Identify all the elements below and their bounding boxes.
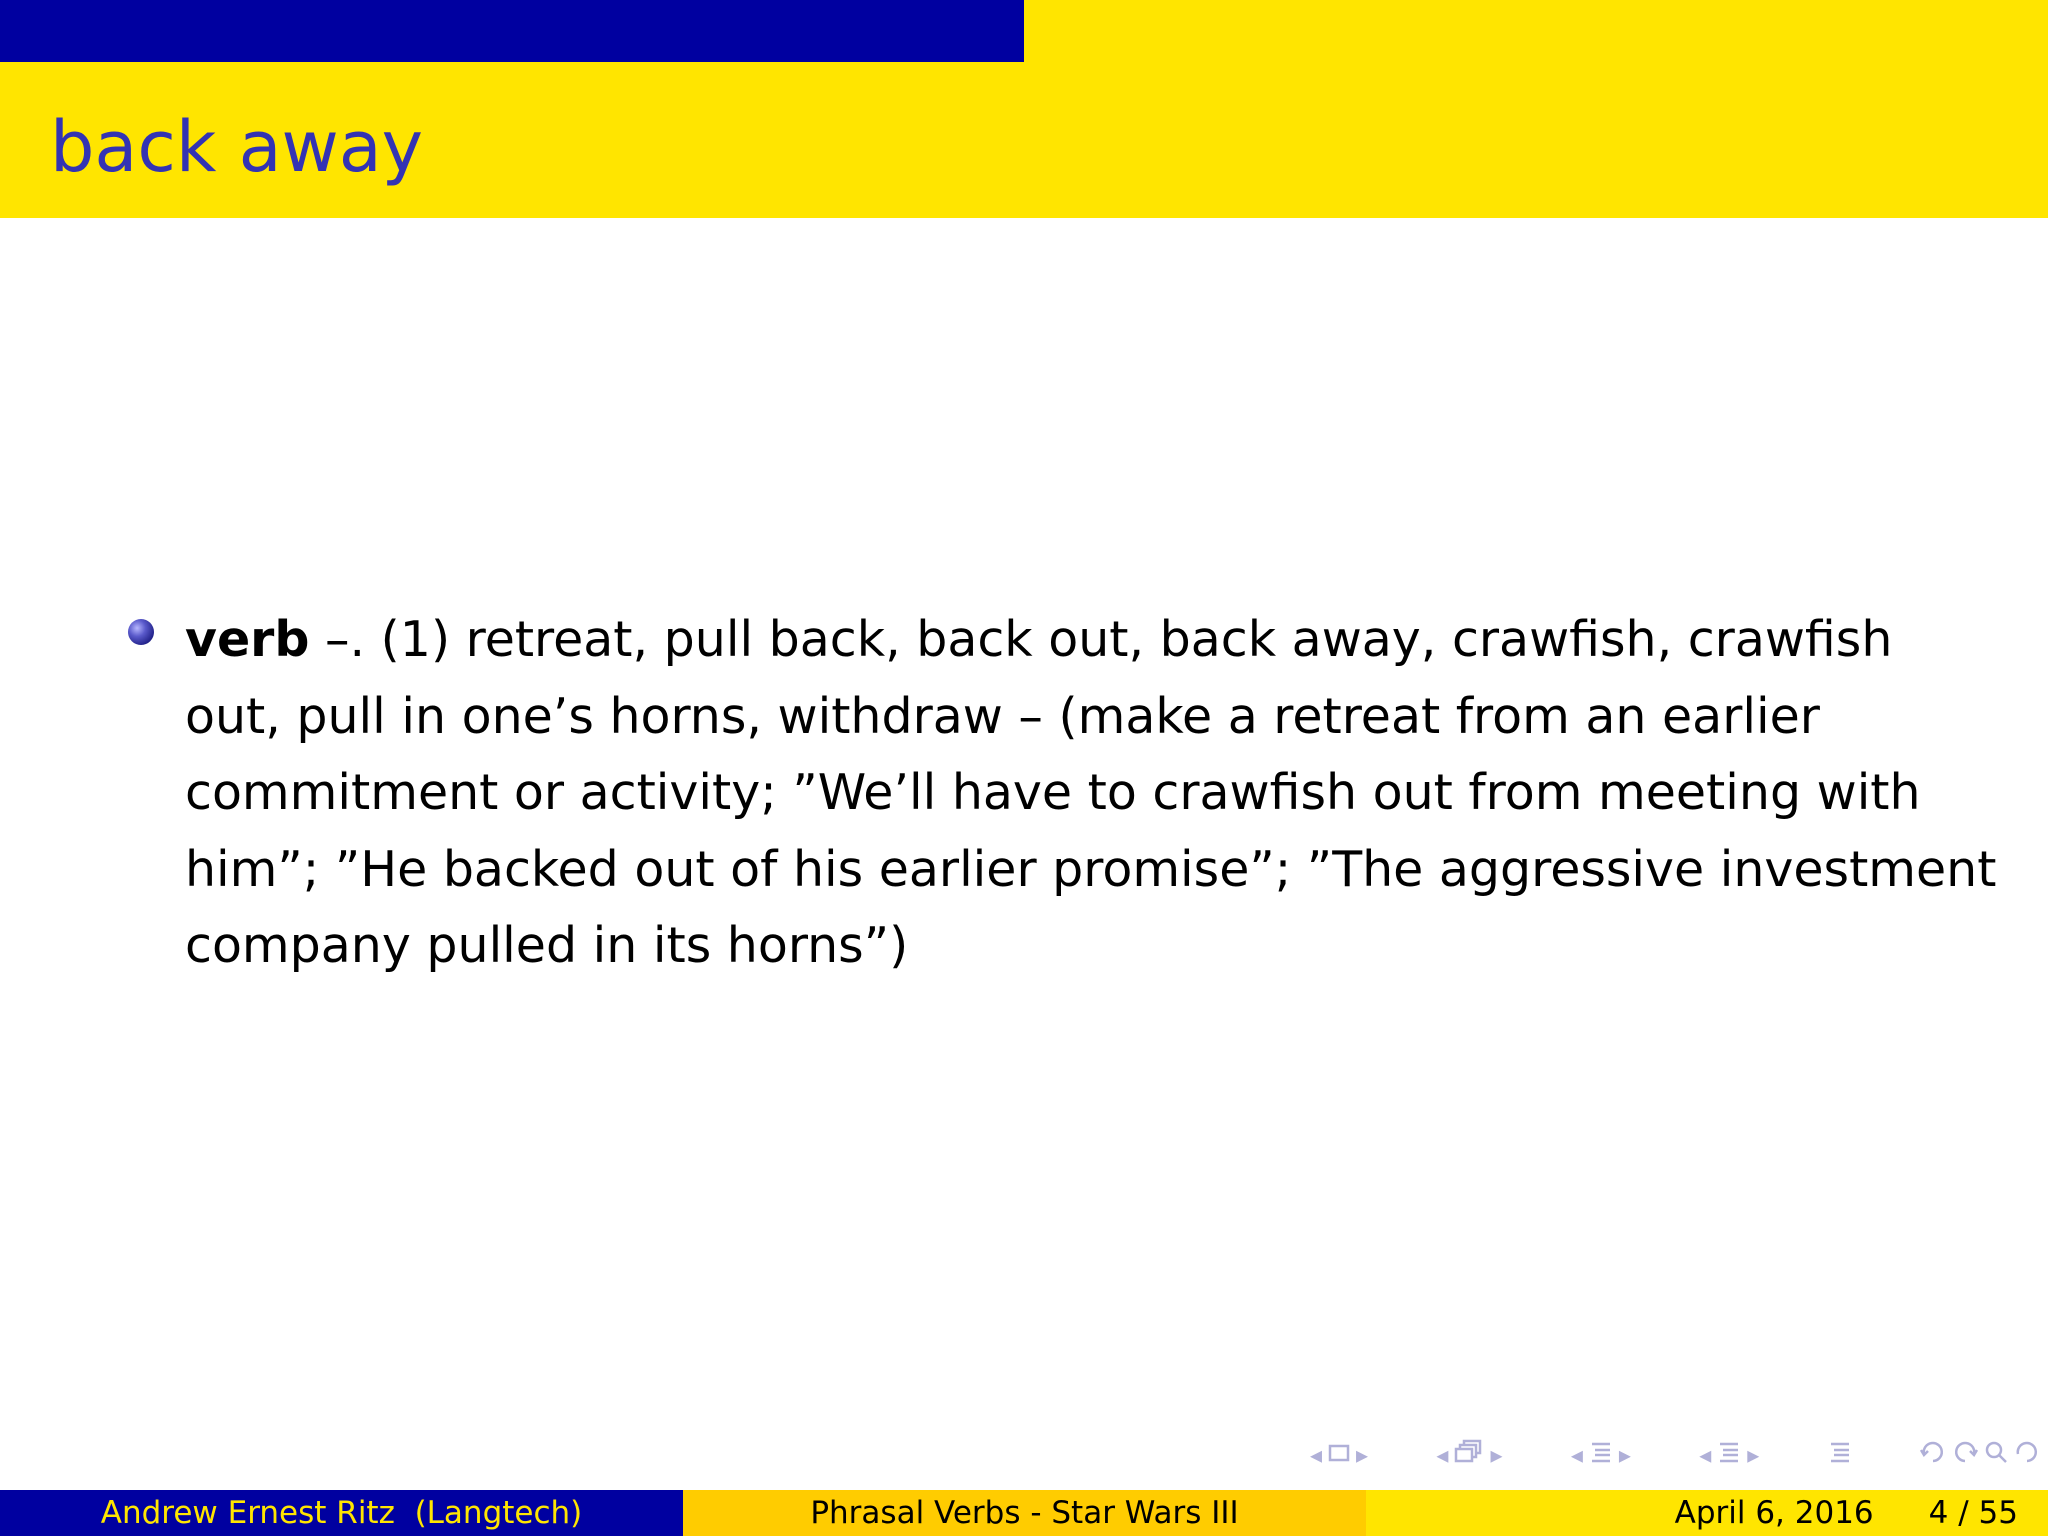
- nav-frame-group: [1310, 1440, 1368, 1470]
- prev-subsection-icon[interactable]: ◂: [1436, 1441, 1449, 1469]
- nav-appendix-group: [1828, 1440, 1852, 1471]
- subsection-icon[interactable]: [1454, 1439, 1484, 1472]
- footer-title-text: Phrasal Verbs - Star Wars III: [810, 1495, 1239, 1531]
- footer-title: [683, 1490, 1366, 1536]
- prev-frame-icon[interactable]: ◂: [1310, 1441, 1323, 1469]
- navigation-symbols: [1310, 1440, 2040, 1470]
- frame-icon[interactable]: [1328, 1440, 1350, 1470]
- search-icon[interactable]: [1984, 1440, 2008, 1471]
- frame-title-bar: [0, 62, 2048, 218]
- prev-section-icon[interactable]: ◂: [1570, 1441, 1583, 1469]
- nav-section-group: [1571, 1440, 1631, 1471]
- footer-date: April 6, 2016: [1674, 1495, 1874, 1531]
- footer-author-text: Andrew Ernest Ritz (Langtech): [100, 1495, 583, 1531]
- next-section-icon[interactable]: ▸: [1618, 1441, 1631, 1469]
- section-icon[interactable]: [1589, 1440, 1613, 1471]
- footer-date-page: [1366, 1490, 2048, 1536]
- bullet-ball-icon: [128, 619, 154, 645]
- footline: [0, 1490, 2048, 1536]
- header-band: [0, 0, 2048, 62]
- fit-window-icon[interactable]: [2014, 1440, 2040, 1471]
- definition-text: [185, 602, 2000, 985]
- header-band-blue: [0, 0, 1024, 62]
- prev-presentation-icon[interactable]: ◂: [1699, 1441, 1712, 1469]
- footer-author: [0, 1490, 683, 1536]
- frame-title: back away: [50, 106, 424, 188]
- nav-presentation-group: [1699, 1440, 1759, 1471]
- footer-page-number: 4 / 55: [1928, 1495, 2018, 1531]
- forward-icon[interactable]: [1952, 1440, 1978, 1471]
- next-subsection-icon[interactable]: ▸: [1490, 1441, 1503, 1469]
- next-presentation-icon[interactable]: ▸: [1747, 1441, 1760, 1469]
- list-item: [185, 602, 2000, 985]
- back-icon[interactable]: [1920, 1440, 1946, 1471]
- appendix-icon[interactable]: [1828, 1440, 1852, 1471]
- slide-content: [0, 218, 2048, 1398]
- part-of-speech: verb: [185, 611, 310, 668]
- nav-search-group: [1920, 1440, 2040, 1471]
- definition-body: –. (1) retreat, pull back, back out, back away, crawfish, crawfish out, pull in one’s horns, withdraw – (make a retreat from an earlier commitment or activity; ”We’ll have to crawfish out from meeting with him”; ”He backed out of his earlier promise”; ”The aggressive investment company pulled in its horns”): [185, 611, 1997, 974]
- nav-subsection-group: [1436, 1439, 1502, 1472]
- next-frame-icon[interactable]: ▸: [1356, 1441, 1369, 1469]
- presentation-icon[interactable]: [1717, 1440, 1741, 1471]
